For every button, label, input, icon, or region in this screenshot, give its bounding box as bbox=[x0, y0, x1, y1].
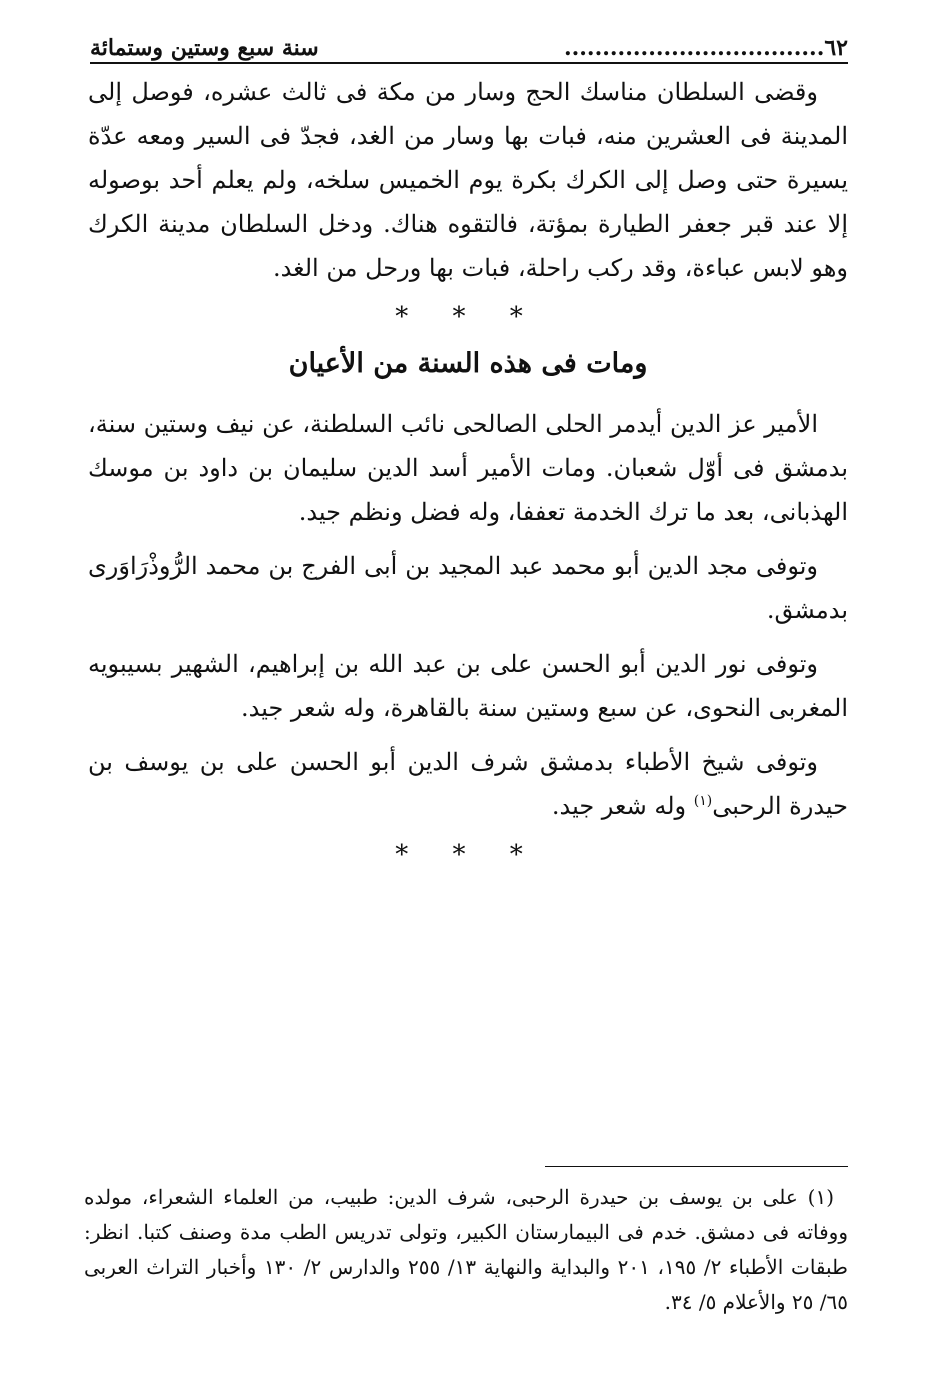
running-title bbox=[564, 34, 848, 62]
page-number: ٦٢ bbox=[824, 35, 848, 61]
footnote bbox=[84, 1180, 848, 1320]
obituary-paragraph: وتوفى مجد الدين أبو محمد عبد المجيد بن أبى الفرج بن محمد الرُّوذْرَاوَرى بدمشق. bbox=[88, 552, 848, 624]
footnote-separator bbox=[545, 1166, 848, 1167]
running-header bbox=[90, 30, 848, 64]
footnote-text: (١) على بن يوسف بن حيدرة الرحبى، شرف الدين: طبيب، من العلماء الشعراء، مولده ووفاته فى دمشق. خدم فى البيمارستان الكبير، وتولى تدريس الطب مدة وصنف كتبا. انظر: طبقات الأطباء ٢/ ١٩٥، ٢٠١ والبداية والنهاية ١٣/ ٢٥٥ والدارس ٢/ ١٣٠ وأخبار التراث العربى ٦٥/ ٢٥ والأعلام ٥/ ٣٤. bbox=[84, 1185, 848, 1314]
obituary-paragraph bbox=[88, 740, 848, 828]
section-divider: * * * bbox=[395, 840, 541, 870]
obituary-paragraph: وتوفى نور الدين أبو الحسن على بن عبد الله بن إبراهيم، الشهير بسيبويه المغربى النحوى، عن سبع وستين سنة بالقاهرة، وله شعر جيد. bbox=[88, 650, 848, 722]
leader-dots: .................................. bbox=[563, 35, 825, 61]
obituary-text: وتوفى شيخ الأطباء بدمشق شرف الدين أبو الحسن على بن يوسف بن حيدرة الرحبى bbox=[88, 748, 848, 820]
section-divider: * * * bbox=[395, 302, 541, 332]
intro-paragraph: وقضى السلطان مناسك الحج وسار من مكة فى ثالث عشره، فوصل إلى المدينة فى العشرين منه، فبات بها وسار من الغد، فجدّ فى السير ومعه عدّة يسيرة حتى وصل إلى الكرك بكرة يوم الخميس سلخه، ولم يعلم أحد بوصوله إلا عند قبر جعفر الطيارة بمؤتة، فالتقوه هناك. ودخل السلطان مدينة الكرك وهو لابس عباءة، وقد ركب راحلة، فبات بها ورحل من الغد. bbox=[88, 78, 848, 282]
obituary-paragraph: الأمير عز الدين أيدمر الحلى الصالحى نائب السلطنة، عن نيف وستين سنة، بدمشق فى أوّل شعبان. ومات الأمير أسد الدين سليمان بن داود بن موسك الهذبانى، بعد ما ترك الخدمة تعففا، وله فضل ونظم جيد. bbox=[88, 410, 848, 526]
footnote-marker: (١) bbox=[693, 793, 713, 809]
main-text bbox=[88, 70, 848, 882]
obituary-text-end: وله شعر جيد. bbox=[551, 792, 694, 820]
chapter-title: سنة سبع وستين وستمائة bbox=[90, 35, 319, 61]
section-heading: ومات فى هذه السنة من الأعيان bbox=[288, 348, 648, 379]
